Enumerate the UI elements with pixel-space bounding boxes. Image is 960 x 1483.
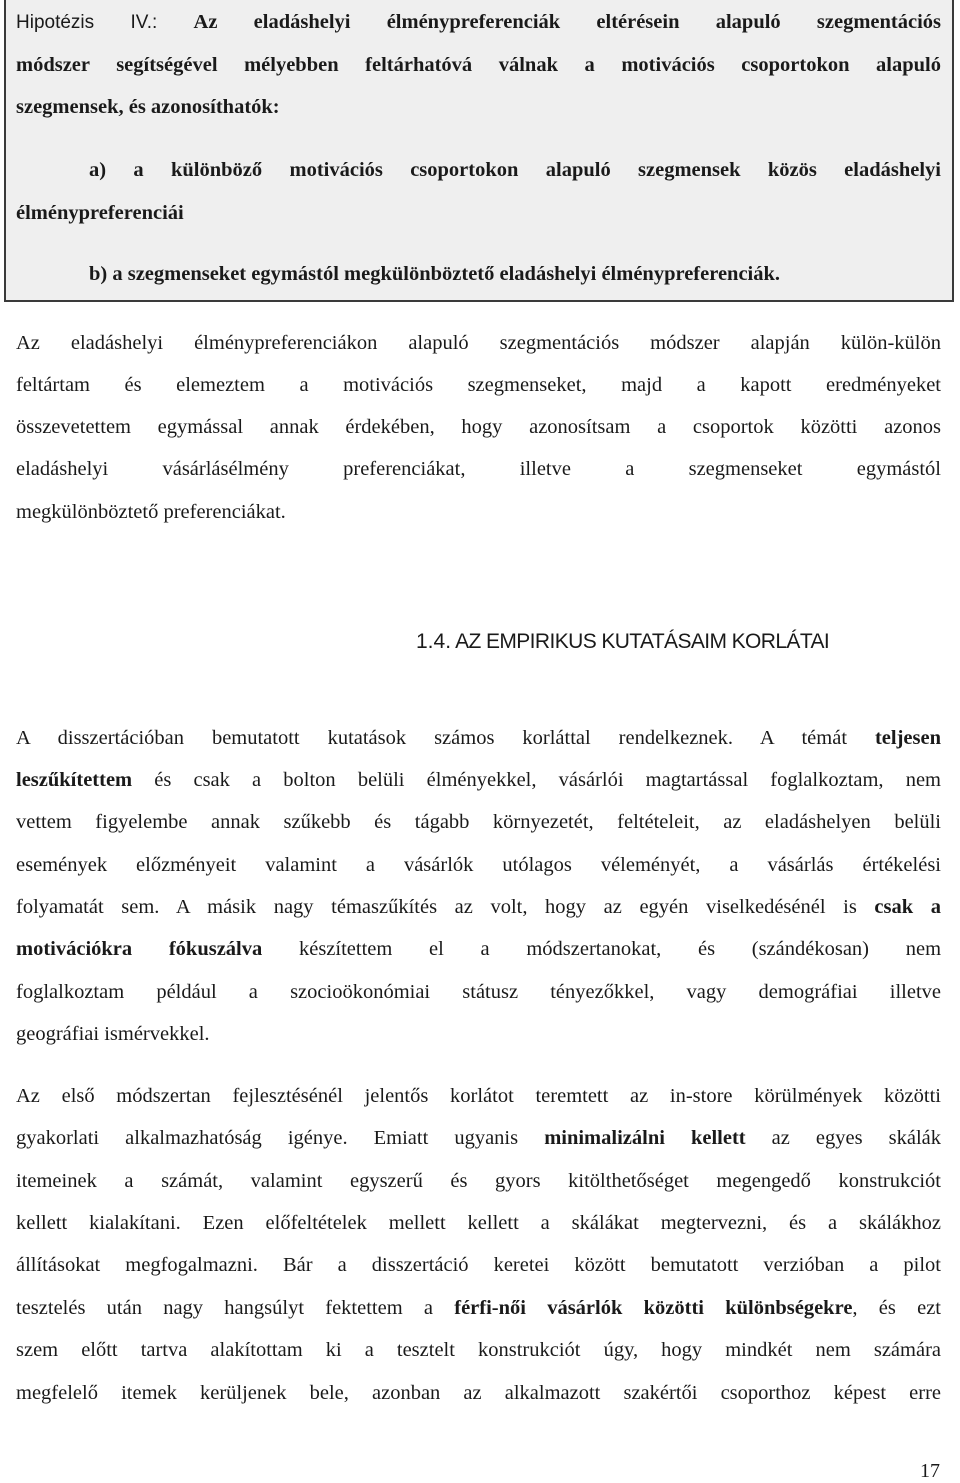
- page-number: 17: [920, 1460, 940, 1482]
- section-heading: [416, 628, 829, 656]
- para2-bold-4: motivációkra fókuszálva: [16, 938, 263, 960]
- para2-text: A disszertációban bemutatott kutatások számos korláttal rendelkeznek. A témát: [16, 727, 848, 749]
- para2-line-1: [16, 726, 941, 750]
- hypothesis-box: [4, 0, 954, 302]
- hypothesis-line-3: szegmensek, és azonosíthatók:: [16, 96, 280, 118]
- section-title: AZ EMPIRIKUS KUTATÁSAIM KORLÁTAI: [455, 630, 830, 653]
- para3-text: , és ezt: [852, 1297, 941, 1319]
- para1-line-5: megkülönböztető preferenciákat.: [16, 501, 286, 523]
- para2-line-4: események előzményeit valamint a vásárlók utólagos véleményét, a vásárlás értékelési: [16, 854, 941, 876]
- section-number: 1.4.: [416, 630, 452, 653]
- para2-bold-2: leszűkítettem: [16, 769, 133, 791]
- hypothesis-line-2: módszer segítségével mélyebben feltárhatóvá válnak a motivációs csoportokon alapuló: [16, 54, 941, 76]
- para2-line-6: [16, 937, 941, 961]
- para2-text: és csak a bolton belüli élményekkel, vásárlói magtartással foglalkoztam, nem: [154, 769, 941, 791]
- para2-bold-1: teljesen: [874, 727, 941, 749]
- para3-line-1: Az első módszertan fejlesztésénél jelentős korlátot teremtett az in-store körülmények közötti: [16, 1085, 941, 1107]
- para3-line-7: szem előtt tartva alakítottam ki a tesztelt konstrukciót úgy, hogy mindkét nem számára: [16, 1339, 941, 1361]
- para3-text: tesztelés után nagy hangsúlyt fektettem a: [16, 1297, 433, 1319]
- para1-line-2: feltártam és elemeztem a motivációs szegmenseket, majd a kapott eredményeket: [16, 374, 941, 396]
- hypothesis-item-b: b) a szegmenseket egymástól megkülönböztető eladáshelyi élménypreferenciák.: [89, 263, 781, 285]
- hypothesis-line-1: [16, 10, 941, 35]
- para2-line-8: geográfiai ismérvekkel.: [16, 1023, 210, 1045]
- para3-line-3: itemeinek a számát, valamint egyszerű és gyors kitölthetőséget megengedő konstrukciót: [16, 1170, 941, 1192]
- para3-text: az egyes skálák: [771, 1127, 942, 1149]
- para2-line-2: [16, 768, 941, 792]
- para2-line-5: [16, 895, 941, 919]
- para3-line-2: [16, 1126, 941, 1150]
- hypothesis-text: Az eladáshelyi élménypreferenciák eltérésein alapuló szegmentációs: [193, 11, 941, 33]
- para2-text: folyamatát sem. A másik nagy témaszűkítés az volt, hogy az egyén viselkedésénél is: [16, 896, 857, 918]
- hypothesis-item-a-cont: élménypreferenciái: [16, 202, 184, 224]
- para1-line-1: Az eladáshelyi élménypreferenciákon alapuló szegmentációs módszer alapján külön-külön: [16, 332, 941, 354]
- para3-bold-2: férfi-női vásárlók közötti különbségekre: [454, 1297, 853, 1319]
- para3-line-5: állításokat megfogalmazni. Bár a disszertáció keretei között bemutatott verzióban a pilot: [16, 1254, 941, 1276]
- para3-line-4: kellett kialakítani. Ezen előfeltételek mellett kellett a skálákat megtervezni, és a skálákhoz: [16, 1212, 941, 1234]
- para2-text: készítettem el a módszertanokat, és (szándékosan) nem: [298, 938, 942, 960]
- para1-line-3: összevetettem egymással annak érdekében, hogy azonosítsam a csoportok közötti azonos: [16, 416, 941, 438]
- para3-text: gyakorlati alkalmazhatóság igénye. Emiatt ugyanis: [16, 1127, 519, 1149]
- para3-bold-1: minimalizálni kellett: [544, 1127, 746, 1149]
- para3-line-6: [16, 1296, 941, 1320]
- hypothesis-item-a: a) a különböző motivációs csoportokon alapuló szegmensek közös eladáshelyi: [89, 159, 941, 181]
- hypothesis-label: Hipotézis IV.:: [16, 12, 158, 33]
- para2-line-7: foglalkoztam például a szocioökonómiai státusz tényezőkkel, vagy demográfiai illetve: [16, 981, 941, 1003]
- para1-line-4: eladáshelyi vásárlásélmény preferenciákat, illetve a szegmenseket egymástól: [16, 458, 941, 480]
- para3-line-8: megfelelő itemek kerüljenek bele, azonban az alkalmazott szakértői csoporthoz képest erre: [16, 1382, 941, 1404]
- para2-line-3: vettem figyelembe annak szűkebb és tágabb környezetét, feltételeit, az eladáshelyen belüli: [16, 811, 941, 833]
- para2-bold-3: csak a: [874, 896, 941, 918]
